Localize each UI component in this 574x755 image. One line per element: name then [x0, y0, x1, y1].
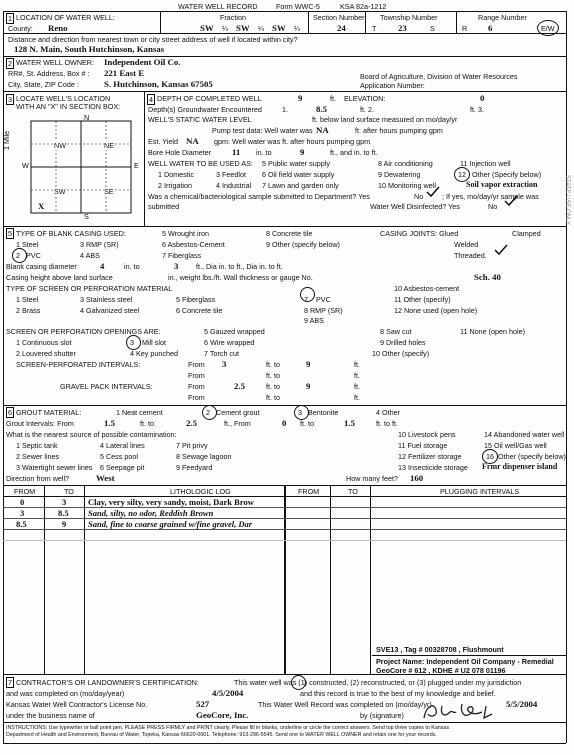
- ne-label: NE: [104, 141, 114, 150]
- perf-ft-2: ft.: [354, 371, 360, 380]
- bore-to: in. to: [256, 148, 272, 157]
- section-value[interactable]: 24: [337, 23, 346, 33]
- divider: [372, 655, 566, 656]
- cont-abandoned[interactable]: 14 Abandoned water well: [484, 430, 565, 439]
- gravel-from-value[interactable]: 2.5: [234, 381, 245, 391]
- signature-label: by (signature): [360, 711, 404, 720]
- s-letter: S: [430, 24, 435, 33]
- perf-from-label: From: [188, 360, 205, 369]
- screen-galvanized[interactable]: 4 Galvanized steel: [80, 306, 140, 315]
- casing-label: TYPE OF BLANK CASING USED:: [16, 229, 126, 238]
- divider: [3, 722, 566, 723]
- screen-steel[interactable]: 1 Steel: [16, 295, 39, 304]
- gravel-from-label-2: From: [188, 393, 205, 402]
- screen-abs[interactable]: 9 ABS: [304, 316, 324, 325]
- casing-other[interactable]: 9 Other (specify below): [266, 240, 340, 249]
- bore-rest: ft., and in. to ft.: [330, 148, 378, 157]
- instructions-line-2: Department of Health and Environment, Bureau of Water, Topeka, Kansas 66620-0001. Telephone: 913-296-5545. Send one to WATER WELL OWNER and retain one for your records.: [6, 732, 437, 738]
- grout-ftto-2: ft. to: [300, 419, 314, 428]
- gravel-ftto-2: ft. to: [266, 393, 280, 402]
- screen-pvc[interactable]: PVC: [316, 295, 331, 304]
- grout-3-num[interactable]: 3: [298, 408, 302, 417]
- gauge-value[interactable]: Sch. 40: [474, 272, 501, 282]
- license-label: Kansas Water Well Contractor's License No.: [6, 700, 148, 709]
- well-location-x[interactable]: X: [38, 201, 45, 211]
- locate-label-2: WITH AN "X" IN SECTION BOX:: [16, 102, 121, 111]
- casing-pvc-circle: [12, 248, 27, 263]
- divider: [3, 529, 566, 530]
- feet-label: How many feet?: [346, 474, 398, 483]
- bore-label: Bore Hole Diameter: [148, 148, 212, 157]
- use-irrigation[interactable]: 2 Irrigation: [158, 181, 192, 190]
- gravel-ft: ft.: [354, 382, 360, 391]
- screen-asbestos[interactable]: 10 Asbestos-cement: [394, 284, 460, 293]
- constructed-circle: [291, 675, 306, 690]
- board-label: Board of Agriculture, Division of Water Resources: [360, 72, 518, 81]
- divider: [330, 485, 331, 674]
- groundwater-1-value[interactable]: 8.5: [316, 104, 327, 114]
- form-title: WATER WELL RECORD: [178, 2, 258, 11]
- bore-value[interactable]: 11: [232, 147, 241, 157]
- cont-insecticide[interactable]: 13 Insecticide storage: [398, 463, 468, 472]
- divider: [370, 485, 371, 674]
- log-row-1-desc: Clay, very silty, very sandy, moist, Dark Brow: [88, 497, 254, 507]
- divider: [3, 743, 566, 744]
- cont-feedyard[interactable]: 9 Feedyard: [176, 463, 213, 472]
- signature-scribble: [420, 700, 502, 722]
- cont-lateral[interactable]: 4 Lateral lines: [100, 441, 145, 450]
- cont-sewer[interactable]: 2 Sewer lines: [16, 452, 60, 461]
- cont-16-num[interactable]: 16: [486, 452, 494, 461]
- screen-brass[interactable]: 2 Brass: [16, 306, 41, 315]
- yield-value[interactable]: NA: [186, 136, 199, 146]
- sw-label: SW: [54, 187, 66, 196]
- instructions-line-1: INSTRUCTIONS: Use typewriter or ball point pen. PLEASE PRESS FIRMLY and PRINT clearly. Please fill in blanks, underline or circle the correct answers. Send top three copies to Kansas: [6, 725, 449, 731]
- divider: [3, 405, 566, 406]
- gravel-from-label: From: [188, 382, 205, 391]
- gravel-ft-2: ft.: [354, 393, 360, 402]
- section-1-number: 1: [8, 14, 12, 23]
- screen-pvc-circle: [300, 287, 315, 302]
- stamp-line-2: Project Name: Independent Oil Company - Remedial: [376, 657, 554, 666]
- depth-value[interactable]: 9: [298, 93, 303, 103]
- screen-7-num[interactable]: 7: [304, 295, 308, 304]
- divider: [284, 485, 286, 674]
- joints-welded[interactable]: Welded: [454, 240, 479, 249]
- open-gauzed[interactable]: 5 Gauzed wrapped: [204, 327, 265, 336]
- divider: [84, 485, 85, 674]
- perforated-label: SCREEN-PERFORATED INTERVALS:: [16, 360, 141, 369]
- quarter-2: ¼: [258, 24, 264, 33]
- screen-rmp[interactable]: 8 RMP (SR): [304, 306, 343, 315]
- r-letter: R: [462, 24, 468, 33]
- feet-value[interactable]: 160: [410, 473, 424, 483]
- log-row-3-from: 8.5: [16, 519, 27, 529]
- divider: [160, 11, 161, 33]
- t-letter: T: [372, 24, 377, 33]
- plug-to-header: TO: [348, 487, 358, 496]
- divider: [456, 11, 457, 33]
- yield-rest: gpm: Well water was ft. after hours pumping gpm: [214, 137, 371, 146]
- section-7-number: 7: [8, 678, 12, 687]
- elevation-label: ELEVATION:: [344, 94, 386, 103]
- screen-label: TYPE OF SCREEN OR PERFORATION MATERIAL: [6, 284, 173, 293]
- use-12-num[interactable]: 12: [458, 170, 466, 179]
- casing-rmp[interactable]: 3 RMP (SR): [80, 240, 119, 249]
- plug-header: PLUGGING INTERVALS: [440, 487, 520, 496]
- grout-rest: ft. to ft.: [376, 419, 398, 428]
- gw-1-num: 1.: [282, 105, 288, 114]
- cont-cesspool[interactable]: 5 Cess pool: [100, 452, 138, 461]
- log-row-1-from: 0: [20, 497, 25, 507]
- screen-concrete[interactable]: 6 Concrete tile: [176, 306, 223, 315]
- locate-label-1: LOCATE WELL'S LOCATION: [16, 94, 111, 103]
- owner-label: WATER WELL OWNER:: [16, 58, 94, 67]
- frame-right: [566, 11, 567, 743]
- location-label: LOCATION OF WATER WELL:: [16, 13, 115, 22]
- divider: [3, 91, 566, 92]
- elevation-value[interactable]: 0: [480, 93, 485, 103]
- section-grid: [30, 120, 132, 214]
- static-label: WELL'S STATIC WATER LEVEL: [148, 115, 252, 124]
- cont-seepage[interactable]: 6 Seepage pit: [100, 463, 145, 472]
- distance-value[interactable]: 128 N. Main, South Hutchinson, Kansas: [14, 44, 165, 54]
- quarter-1: ¼: [222, 24, 228, 33]
- completed-label: and was completed on (mo/day/year): [6, 689, 125, 698]
- perf-to-value[interactable]: 9: [306, 359, 311, 369]
- log-row-2-desc: Sand, silty, no odor, Reddish Brown: [88, 508, 214, 518]
- north-label: N: [84, 113, 90, 122]
- log-row-2-from: 3: [20, 508, 25, 518]
- application-label: Application Number:: [360, 81, 425, 90]
- cont-septic[interactable]: 1 Septic tank: [16, 441, 58, 450]
- contamination-label: What is the nearest source of possible contamination:: [6, 430, 177, 439]
- check-icon: [494, 244, 508, 256]
- grout-2-from[interactable]: 0: [282, 418, 287, 428]
- open-continuous[interactable]: 1 Continuous slot: [16, 338, 72, 347]
- cont-fertilizer[interactable]: 12 Fertilizer storage: [398, 452, 462, 461]
- open-louvered[interactable]: 2 Louvered shutter: [16, 349, 76, 358]
- grout-cement[interactable]: Cement grout: [216, 408, 260, 417]
- frame-left: [3, 11, 4, 743]
- chem-no[interactable]: No: [414, 192, 424, 201]
- direction-value[interactable]: West: [96, 473, 115, 483]
- divider: [365, 11, 366, 33]
- ft-unit: ft.: [330, 94, 336, 103]
- joints-threaded[interactable]: Threaded.: [454, 251, 487, 260]
- pump-value[interactable]: NA: [316, 125, 329, 135]
- cont-livestock[interactable]: 10 Livestock pens: [398, 430, 456, 439]
- casing-asbestos[interactable]: 6 Asbestos-Cement: [162, 240, 225, 249]
- log-row-2-to: 8.5: [58, 508, 69, 518]
- direction-label: Direction from well?: [6, 474, 70, 483]
- use-public[interactable]: 5 Public water supply: [262, 159, 330, 168]
- joints-clamped[interactable]: Clamped: [512, 229, 541, 238]
- check-icon: [426, 186, 440, 198]
- cont-watertight[interactable]: 3 Watertight sewer lines: [16, 463, 93, 472]
- fraction-label: Fraction: [220, 13, 246, 22]
- use-feedlot[interactable]: 3 Feedlot: [216, 170, 246, 179]
- grout-bentonite-circle: [294, 405, 309, 420]
- use-injection[interactable]: 11 Injection well: [460, 159, 511, 168]
- perf-ftto-2: ft. to: [266, 371, 280, 380]
- section-6-number: 6: [8, 408, 12, 417]
- cont-other-value[interactable]: Frmr dispenser island: [482, 462, 558, 471]
- plug-from-header: FROM: [298, 487, 320, 496]
- divider: [44, 485, 45, 674]
- open-3-num[interactable]: 3: [130, 338, 134, 347]
- divider: [3, 226, 566, 227]
- blank-depth-value[interactable]: 3: [174, 261, 179, 271]
- disinfected-label: Water Well Disinfected? Yes: [370, 202, 460, 211]
- grout-ftto: ft. to: [140, 419, 154, 428]
- pump-rest: ft. after hours pumping gpm: [355, 126, 443, 135]
- check-icon: [504, 195, 518, 207]
- distance-label: Distance and direction from nearest town or city street address of well if located within city?: [8, 35, 298, 44]
- grout-1-from[interactable]: 1.5: [104, 418, 115, 428]
- screen-stainless[interactable]: 3 Stainless steel: [80, 295, 133, 304]
- business-value[interactable]: GeoCore, Inc.: [196, 710, 249, 720]
- casing-fiberglass[interactable]: 7 Fiberglass: [162, 251, 202, 260]
- height-label: Casing height above land surface: [6, 273, 113, 282]
- perf-from-value[interactable]: 3: [222, 359, 227, 369]
- open-none[interactable]: 11 None (open hole): [460, 327, 525, 336]
- section-3-number: 3: [8, 95, 12, 104]
- business-label: under the business name of: [6, 711, 95, 720]
- casing-pvc[interactable]: PVC: [26, 251, 41, 260]
- chem-rest: ; If yes, mo/day/yr sample was: [442, 192, 539, 201]
- license-value[interactable]: 527: [196, 699, 210, 709]
- grout-label: GROUT MATERIAL:: [16, 408, 82, 417]
- log-litho-header: LITHOLOGIC LOG: [170, 487, 231, 496]
- section-2-number: 2: [8, 59, 12, 68]
- city-value[interactable]: S. Hutchinson, Kansas 67505: [104, 79, 213, 89]
- use-other[interactable]: Other (Specify below): [472, 170, 542, 179]
- blank-value[interactable]: 4: [100, 261, 105, 271]
- cert-line: This water well was (1) constructed, (2) reconstructed, or (3) plugged under my jurisdiction: [234, 678, 522, 687]
- range-label: Range Number: [478, 13, 527, 22]
- grout-bentonite[interactable]: Bentonite: [308, 408, 339, 417]
- joints-glued[interactable]: CASING JOINTS: Glued: [380, 229, 459, 238]
- range-value[interactable]: 6: [488, 23, 493, 33]
- city-label: City, State, ZIP Code :: [8, 80, 79, 89]
- grout-2-num[interactable]: 2: [206, 408, 210, 417]
- use-dewatering[interactable]: 9 Dewatering: [378, 170, 421, 179]
- cont-privy[interactable]: 7 Pit privy: [176, 441, 208, 450]
- address-label: RR#, St. Address, Box # :: [8, 69, 90, 78]
- record-label: This Water Well Record was completed on (mo/day/yr): [258, 700, 432, 709]
- address-value[interactable]: 221 East E: [104, 68, 145, 78]
- gravel-to-value[interactable]: 9: [306, 381, 311, 391]
- form-ksa: KSA 82a-1212: [340, 2, 387, 11]
- east-west: E/W: [541, 24, 555, 33]
- chem-label: Was a chemical/bacteriological sample submitted to Department? Yes: [148, 192, 370, 201]
- south-label: S: [84, 212, 89, 221]
- screen-fiberglass[interactable]: 5 Fiberglass: [176, 295, 216, 304]
- form-number: Form WWC-5: [276, 2, 320, 11]
- grout-1-to[interactable]: 2.5: [186, 418, 197, 428]
- cert-label: CONTRACTOR'S OR LANDOWNER'S CERTIFICATION:: [16, 678, 199, 687]
- divider: [3, 674, 566, 675]
- section-5-number: 5: [8, 229, 12, 238]
- gravel-label: GRAVEL PACK INTERVALS:: [60, 382, 153, 391]
- open-sawcut[interactable]: 8 Saw cut: [380, 327, 412, 336]
- screen-other[interactable]: 11 Other (specify): [394, 295, 451, 304]
- yield-label: Est. Yield: [148, 137, 178, 146]
- grout-2-to[interactable]: 1.5: [344, 418, 355, 428]
- open-keypunched[interactable]: 4 Key punched: [130, 349, 178, 358]
- use-industrial[interactable]: 4 Industrial: [216, 181, 252, 190]
- fraction-1[interactable]: SW: [200, 23, 214, 33]
- open-wire[interactable]: 6 Wire wrapped: [204, 338, 255, 347]
- static-rest: ft. below land surface measured on mo/day/yr: [312, 115, 458, 124]
- cont-other[interactable]: Other (specify below): [498, 452, 566, 461]
- grout-other[interactable]: 4 Other: [376, 408, 400, 417]
- divider: [144, 91, 145, 226]
- open-other[interactable]: 10 Other (specify): [372, 349, 430, 358]
- margin-text: STATE USE ONLY: [564, 175, 570, 226]
- open-drilled[interactable]: 9 Drilled holes: [380, 338, 426, 347]
- owner-value[interactable]: Independent Oil Co.: [104, 57, 181, 67]
- use-lawn[interactable]: 7 Lawn and garden only: [262, 181, 339, 190]
- gravel-ftto: ft. to: [266, 382, 280, 391]
- gw-2-num: ft. 2.: [360, 105, 374, 114]
- blank-label: Blank casing diameter: [6, 262, 77, 271]
- use-domestic[interactable]: 1 Domestic: [158, 170, 194, 179]
- completed-rest: and this record is true to the best of my knowledge and belief.: [300, 689, 496, 698]
- township-label: Township Number: [380, 13, 438, 22]
- use-monitoring[interactable]: 10 Monitoring well: [378, 181, 436, 190]
- openings-label: SCREEN OR PERFORATION OPENINGS ARE:: [6, 327, 161, 336]
- divider: [3, 56, 566, 57]
- disinfected-no[interactable]: No: [488, 202, 498, 211]
- divider: [3, 33, 566, 34]
- use-air[interactable]: 8 Air conditioning: [378, 159, 433, 168]
- open-torch[interactable]: 7 Torch cut: [204, 349, 240, 358]
- use-other-value[interactable]: Soil vapor extraction: [466, 180, 538, 189]
- log-from-header: FROM: [14, 487, 36, 496]
- blank-rest: ft., Dia in. to ft., Dia in. to ft.: [196, 262, 283, 271]
- cont-fuel[interactable]: 11 Fuel storage: [398, 441, 448, 450]
- east-label: E: [134, 161, 139, 170]
- pump-label: Pump test data: Well water was: [212, 126, 313, 135]
- casing-abs[interactable]: 4 ABS: [80, 251, 100, 260]
- fraction-2[interactable]: SW: [236, 23, 250, 33]
- stamp-line-1: SVE13 , Tag # 00328708 , Flushmount: [376, 645, 504, 654]
- log-to-header: TO: [64, 487, 74, 496]
- grout-neat[interactable]: 1 Neat cement: [116, 408, 163, 417]
- cont-oilwell[interactable]: 15 Oil well/Gas well: [484, 441, 547, 450]
- log-row-3-desc: Sand, fine to coarse grained w/fine gravel, Dar: [88, 519, 253, 529]
- casing-concrete[interactable]: 8 Concrete tile: [266, 229, 313, 238]
- depth-label: DEPTH OF COMPLETED WELL: [157, 94, 262, 103]
- divider: [308, 11, 309, 33]
- cont-lagoon[interactable]: 8 Sewage lagoon: [176, 452, 232, 461]
- perf-ft: ft.: [354, 360, 360, 369]
- blank-to: in. to: [124, 262, 140, 271]
- submitted-label: submitted: [148, 202, 180, 211]
- casing-wrought[interactable]: 5 Wrought iron: [162, 229, 210, 238]
- casing-steel[interactable]: 1 Steel: [16, 240, 39, 249]
- west-label: W: [22, 161, 29, 170]
- open-millslot[interactable]: Mill slot: [142, 338, 166, 347]
- bore-depth-value[interactable]: 9: [300, 147, 305, 157]
- grout-interval-label: Grout Intervals: From: [6, 419, 74, 428]
- gw-3-num: ft. 3.: [470, 105, 484, 114]
- grout-cement-circle: [202, 405, 217, 420]
- perf-from-label-2: From: [188, 371, 205, 380]
- section-4-number: 4: [149, 95, 153, 104]
- log-row-1-to: 3: [62, 497, 67, 507]
- stamp-line-3: GeoCore # 612 , KDHE # U2 078 01196: [376, 666, 506, 675]
- screen-none[interactable]: 12 None used (open hole): [394, 306, 478, 315]
- mile-label: 1 Mile: [2, 130, 11, 150]
- groundwater-label: Depth(s) Groundwater Encountered: [148, 105, 262, 114]
- use-label: WELL WATER TO BE USED AS:: [148, 159, 253, 168]
- record-value[interactable]: 5/5/2004: [506, 699, 538, 709]
- perf-ftto: ft. to: [266, 360, 280, 369]
- open-millslot-circle: [126, 335, 141, 350]
- county-value[interactable]: Reno: [48, 23, 68, 33]
- section-label: Section Number: [313, 13, 365, 22]
- township-value[interactable]: 23: [398, 23, 407, 33]
- grout-ftfrom: ft., From: [224, 419, 251, 428]
- use-oilfield[interactable]: 6 Oil field water supply: [262, 170, 335, 179]
- quarter-3: ¼: [294, 24, 300, 33]
- divider: [3, 540, 566, 541]
- nw-label: NW: [54, 141, 66, 150]
- se-label: SE: [104, 187, 114, 196]
- height-rest: in., weight lbs./ft. Wall thickness or gauge No.: [168, 273, 313, 282]
- fraction-3[interactable]: SW: [272, 23, 286, 33]
- completed-value[interactable]: 4/5/2004: [212, 688, 244, 698]
- casing-2-num[interactable]: 2: [16, 251, 20, 260]
- county-label: County:: [8, 24, 33, 33]
- log-row-3-to: 9: [62, 519, 67, 529]
- frame-top: [3, 11, 566, 12]
